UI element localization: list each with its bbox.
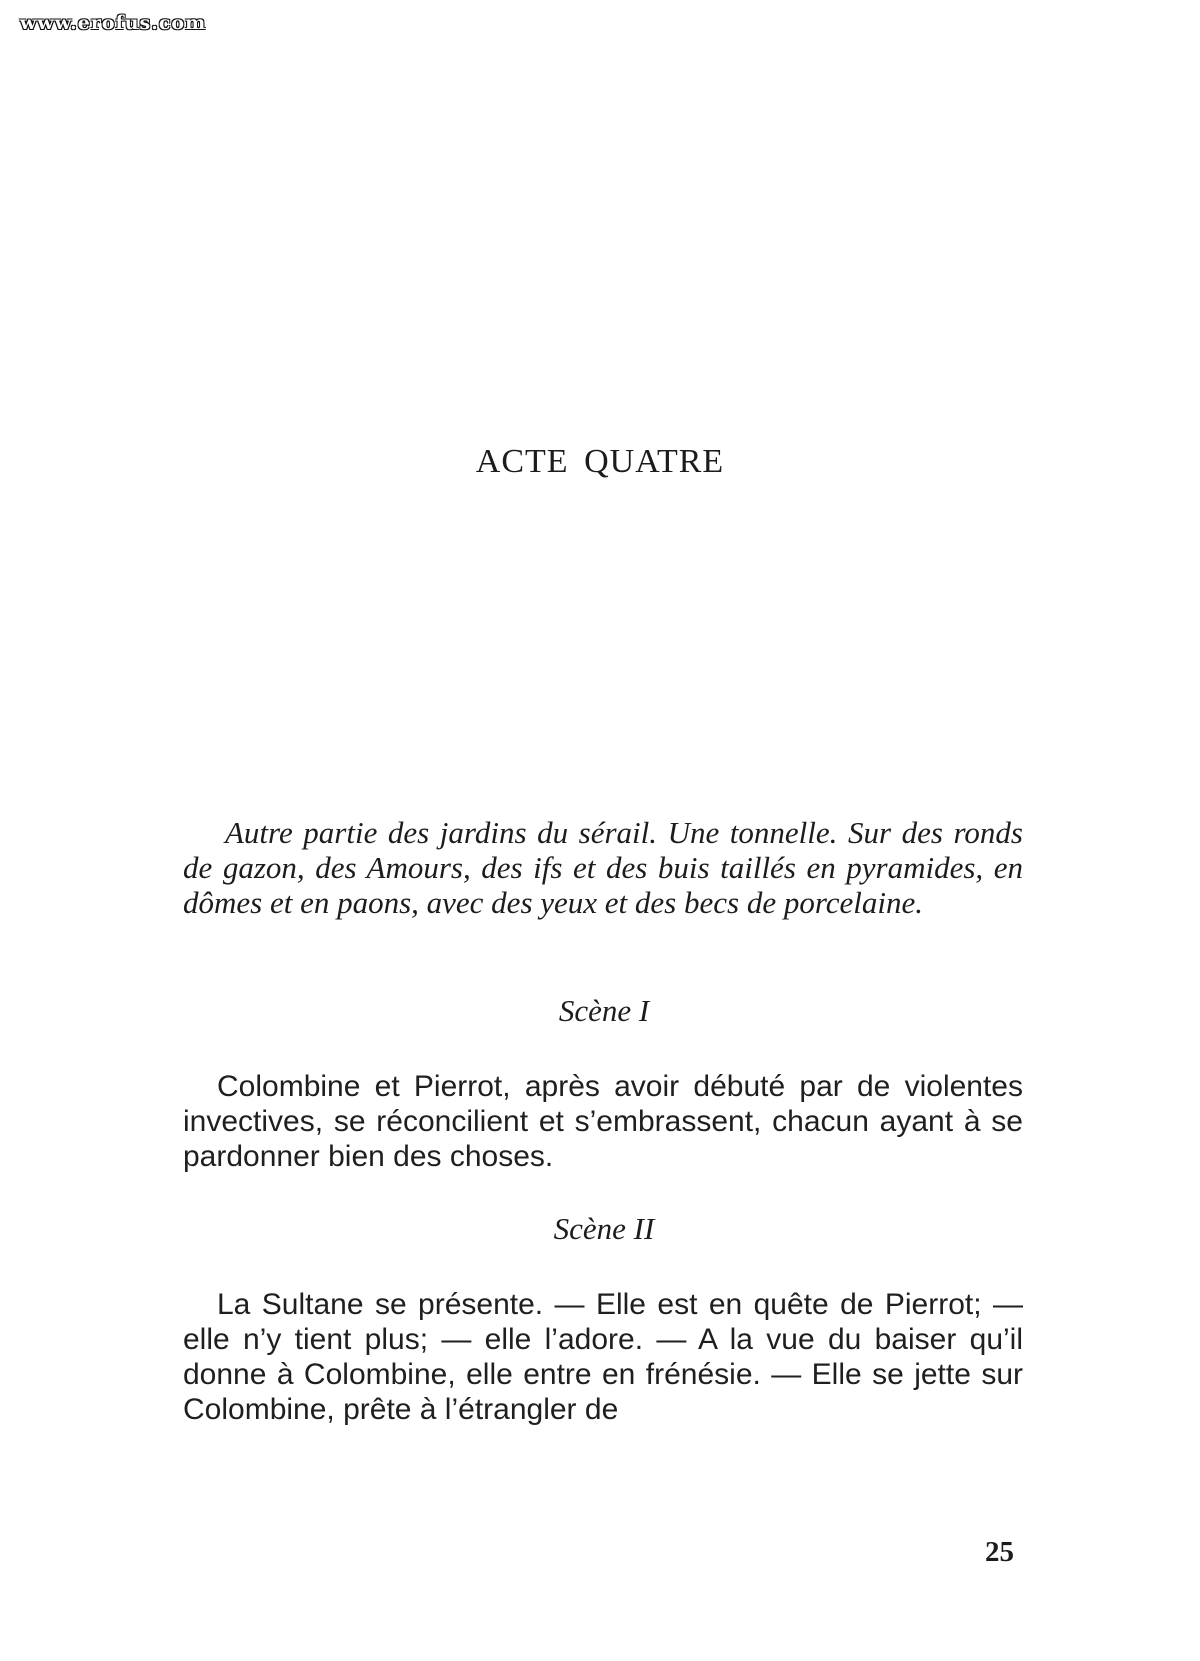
scene-heading-2: Scène II [553,1211,655,1246]
act-title: ACTE QUATRE [475,443,725,480]
page-number: 25 [985,1536,1014,1568]
scene-heading-1: Scène I [558,993,650,1028]
scene-1-text: Colombine et Pierrot, après avoir débuté par de violentes invectives, se réconcilient et s’embrassent, chacun ayant à se pardonner bien des choses. [183,1070,1023,1173]
stage-direction: Autre partie des jardins du sérail. Une tonnelle. Sur des ronds de gazon, des Amours, des ifs et des buis taillés en pyramides, en dômes et en paons, avec des yeux et des becs de porcelaine. [183,815,1023,920]
watermark-text: www.erofus.com [20,12,207,34]
scene-2-text: La Sultane se présente. — Elle est en quête de Pierrot; — elle n’y tient plus; — elle l’adore. — A la vue du baiser qu’il donne à Colombine, elle entre en frénésie. — Elle se jette sur Colombine, prête à l’étrangler de [183,1288,1023,1426]
